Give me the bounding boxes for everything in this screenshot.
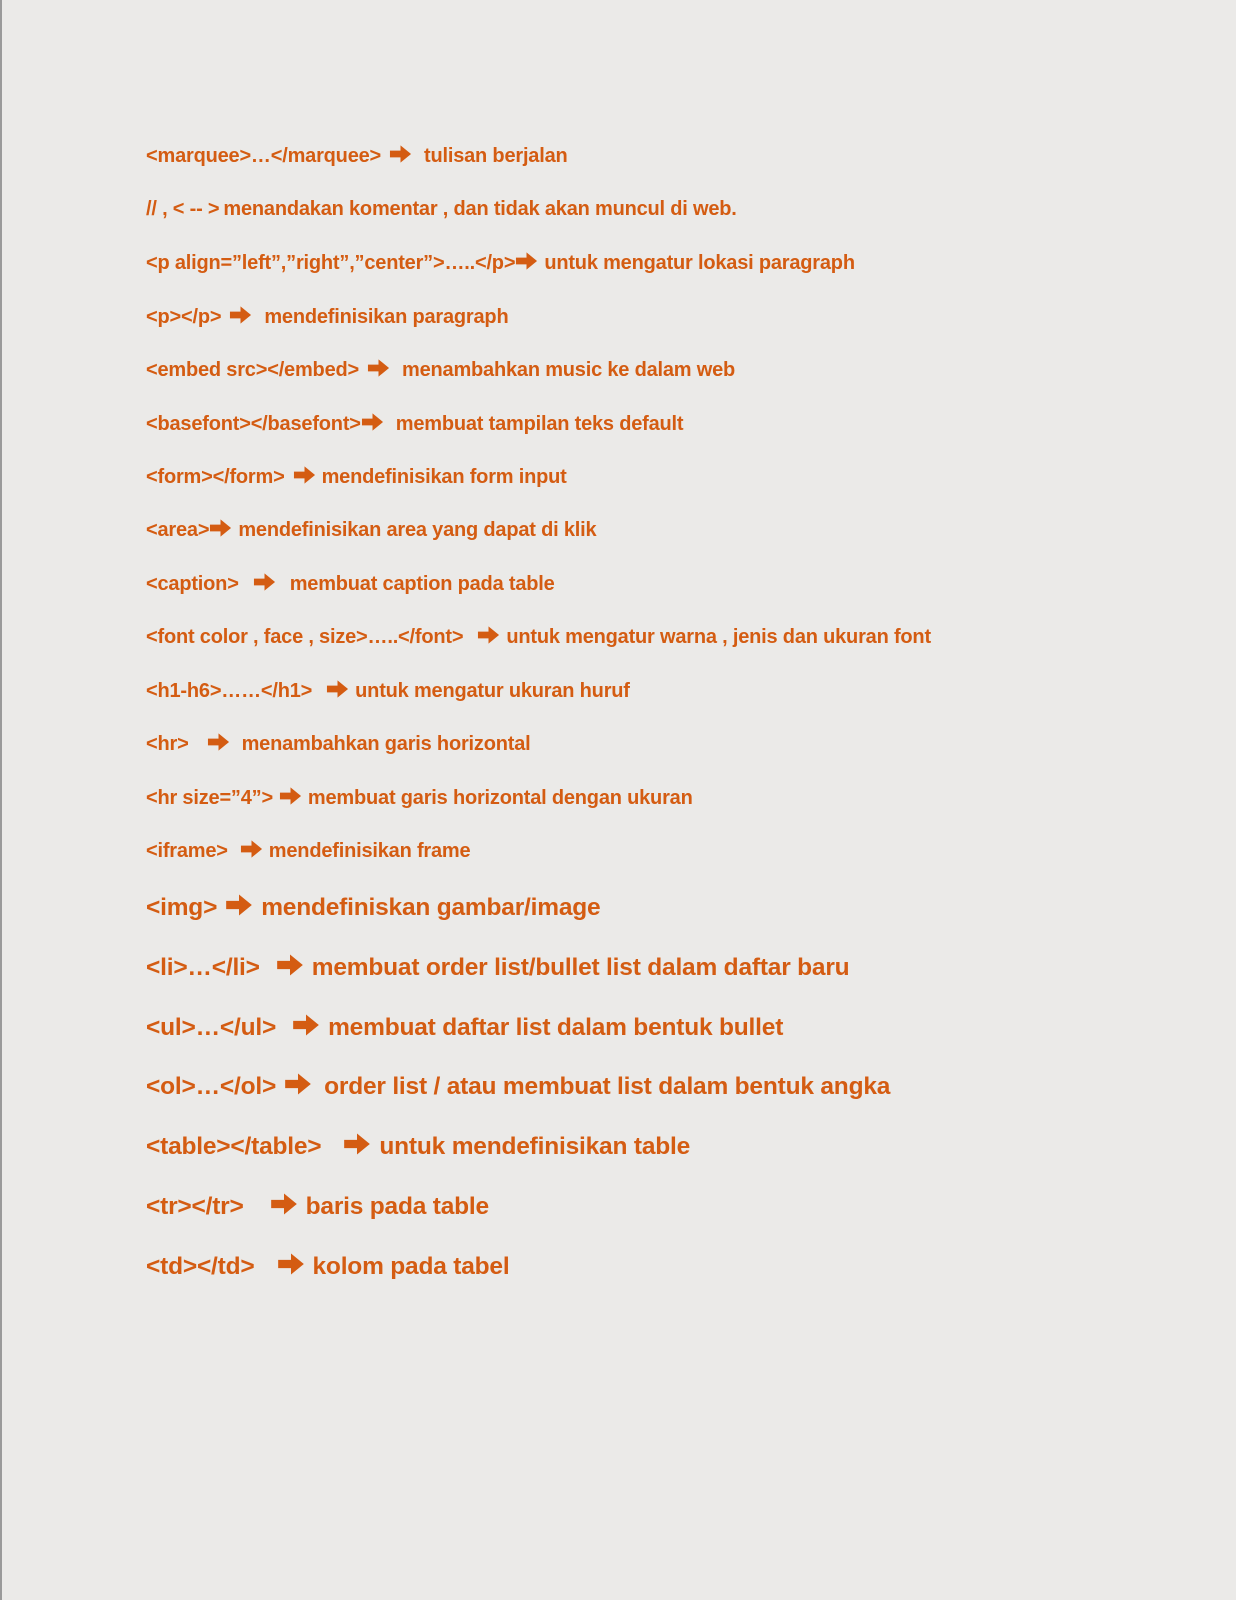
arrow-icon — [276, 953, 304, 977]
entry-code: <form></form> — [146, 466, 285, 488]
arrow-icon — [293, 465, 316, 485]
entry-form — [146, 465, 567, 489]
entry-comment — [146, 198, 737, 221]
entry-heading — [146, 679, 630, 703]
entry-description: untuk mengatur lokasi paragraph — [544, 252, 855, 274]
entry-ul — [146, 1013, 783, 1042]
arrow-icon — [229, 305, 252, 325]
entry-code: <table></table> — [146, 1133, 322, 1160]
entry-code: <caption> — [146, 573, 239, 595]
entry-code: <basefont></basefont> — [146, 413, 361, 435]
entry-code: <h1-h6>……</h1> — [146, 680, 313, 702]
entry-hr-size — [146, 786, 693, 810]
arrow-icon — [209, 518, 232, 538]
entry-code: <embed src></embed> — [146, 359, 359, 381]
entry-caption — [146, 572, 555, 596]
entry-code: <ol>…</ol> — [146, 1073, 277, 1100]
entry-tr — [146, 1192, 489, 1221]
entry-description: menambahkan garis horizontal — [241, 733, 531, 755]
entry-description: order list / atau membuat list dalam bentuk angka — [324, 1073, 891, 1100]
arrow-icon — [277, 1252, 305, 1276]
arrow-icon — [343, 1132, 371, 1156]
arrow-icon — [361, 412, 384, 432]
entry-code: <marquee>…</marquee> — [146, 145, 382, 167]
arrow-icon — [253, 572, 276, 592]
entry-description: untuk mendefinisikan table — [379, 1133, 691, 1160]
entry-code: <p align=”left”,”right”,”center”>…..</p> — [146, 252, 516, 274]
entry-description: mendefinisikan form input — [321, 466, 567, 488]
entry-code: <p></p> — [146, 306, 222, 328]
entry-description: membuat tampilan teks default — [395, 413, 684, 435]
entry-table — [146, 1132, 690, 1161]
entry-description: membuat caption pada table — [289, 573, 555, 595]
arrow-icon — [240, 839, 263, 859]
entry-td — [146, 1252, 509, 1281]
entry-description: baris pada table — [305, 1193, 489, 1220]
entry-hr — [146, 732, 530, 756]
arrow-icon — [270, 1192, 298, 1216]
entry-font — [146, 625, 931, 649]
arrow-icon — [367, 358, 390, 378]
entry-description: menambahkan music ke dalam web — [402, 359, 736, 381]
entry-li — [146, 953, 849, 982]
entry-p-align — [146, 251, 855, 275]
arrow-icon — [292, 1013, 320, 1037]
arrow-icon — [225, 893, 253, 917]
entry-code: <tr></tr> — [146, 1193, 244, 1220]
arrow-icon — [279, 786, 302, 806]
entry-iframe — [146, 839, 470, 863]
entry-code: <iframe> — [146, 840, 228, 862]
entry-code: // , < -- > — [146, 198, 220, 220]
entry-description: membuat order list/bullet list dalam daftar baru — [311, 954, 850, 981]
entry-embed — [146, 358, 735, 382]
entry-code: <hr> — [146, 733, 189, 755]
arrow-icon — [477, 625, 500, 645]
entry-code: <td></td> — [146, 1253, 255, 1280]
entry-description: kolom pada tabel — [312, 1253, 510, 1280]
entry-description: membuat daftar list dalam bentuk bullet — [328, 1014, 784, 1041]
entry-description: mendefiniskan gambar/image — [261, 894, 601, 921]
entry-basefont — [146, 412, 683, 436]
entry-description: untuk mengatur warna , jenis dan ukuran font — [506, 626, 931, 648]
entry-ol — [146, 1072, 890, 1101]
arrow-icon — [207, 732, 230, 752]
arrow-icon — [326, 679, 349, 699]
entry-code: <li>…</li> — [146, 954, 260, 981]
arrow-icon — [389, 144, 412, 164]
entry-description: tulisan berjalan — [424, 145, 568, 167]
entry-code: <img> — [146, 894, 218, 921]
entry-description: membuat garis horizontal dengan ukuran — [307, 787, 693, 809]
entry-description: untuk mengatur ukuran huruf — [355, 680, 630, 702]
entry-img — [146, 893, 600, 922]
entry-area — [146, 518, 596, 542]
entry-description: mendefinisikan paragraph — [264, 306, 509, 328]
entry-code: <font color , face , size>…..</font> — [146, 626, 464, 648]
entry-code: <area> — [146, 519, 210, 541]
arrow-icon — [284, 1072, 312, 1096]
entry-description: mendefinisikan frame — [268, 840, 471, 862]
entry-code: <ul>…</ul> — [146, 1014, 277, 1041]
entry-p — [146, 305, 508, 329]
entry-marquee — [146, 144, 568, 168]
arrow-icon — [515, 251, 538, 271]
entry-code: <hr size=”4”> — [146, 787, 273, 809]
entry-description: mendefinisikan area yang dapat di klik — [238, 519, 597, 541]
entry-description: menandakan komentar , dan tidak akan muncul di web. — [223, 198, 737, 220]
